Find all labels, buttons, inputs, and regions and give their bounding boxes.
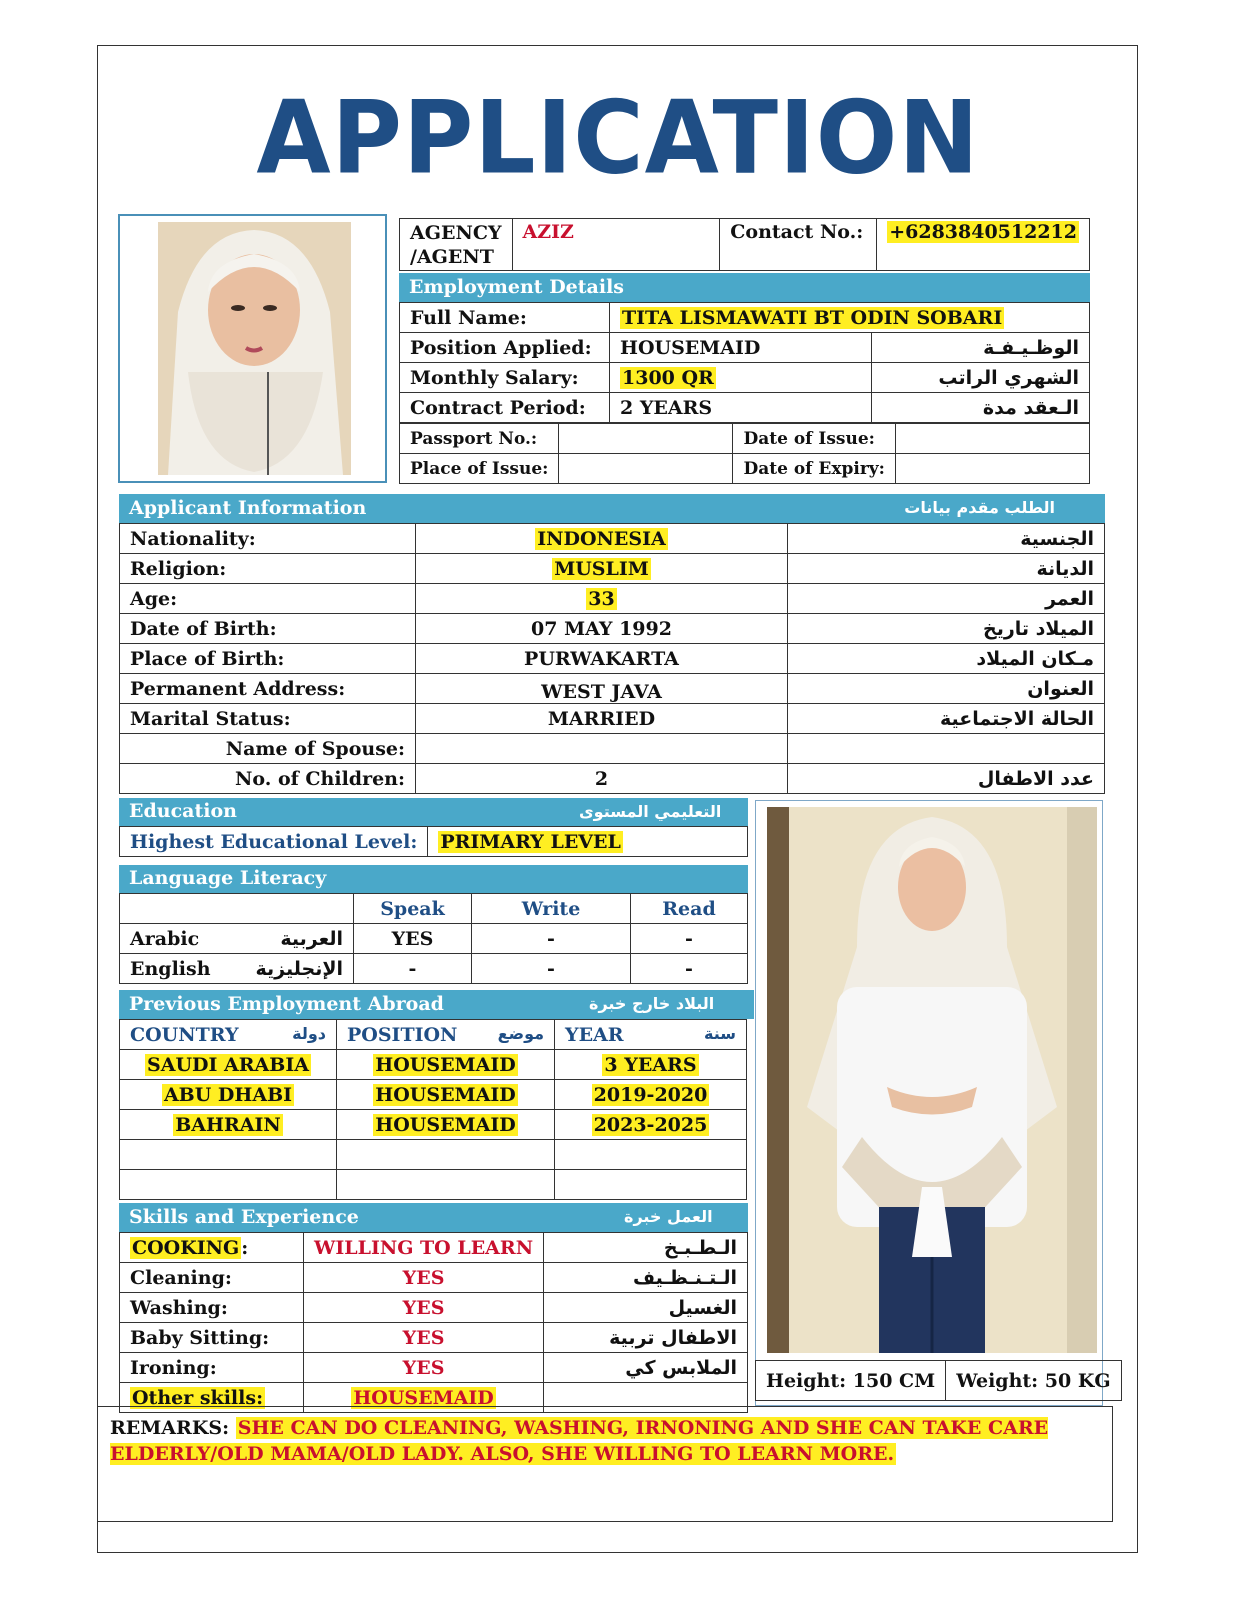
applicant-header: Applicant Information الطلب مقدم بيانات (119, 494, 1105, 523)
contact-value: +6283840512212 (889, 221, 1077, 243)
table-row: Speak Write Read (120, 894, 748, 924)
portrait-photo (158, 222, 351, 475)
remarks-text: SHE CAN DO CLEANING, WASHING, IRNONING AND SHE CAN TAKE CARE ELDERLY/OLD MAMA/OLD LADY. ALSO, SHE WILLING TO LEARN MORE. (110, 1417, 1049, 1465)
table-row: Baby Sitting: YES الاطفال تربية (120, 1323, 748, 1353)
table-row: Place of Issue: Date of Expiry: (400, 454, 1090, 484)
table-row: Place of Birth: PURWAKARTA مـكان الميلاد (120, 644, 1105, 674)
table-row: ABU DHABI HOUSEMAID 2019-2020 (120, 1080, 747, 1110)
weight-value: Weight: 50 KG (946, 1361, 1121, 1401)
table-row: COOKING : WILLING TO LEARN الـطـبـخ (120, 1233, 748, 1263)
table-row: Position Applied: HOUSEMAID الوظـيـفـة (400, 333, 1090, 363)
table-row: Monthly Salary: 1300 QR الشهري الراتب (400, 363, 1090, 393)
skills-header: Skills and Experience العمل خبرة (119, 1203, 748, 1232)
table-row (756, 1361, 1122, 1401)
table-row: Ironing: YES الملابس كي (120, 1353, 748, 1383)
table-row: No. of Children: 2 عدد الاطفال (120, 764, 1105, 794)
table-row: Name of Spouse: (120, 734, 1105, 764)
skills-table (119, 1232, 748, 1413)
education-header: Education التعليمي المستوى (119, 798, 748, 826)
table-row: SAUDI ARABIA HOUSEMAID 3 YEARS (120, 1050, 747, 1080)
education-table (119, 826, 748, 857)
contact-label: Contact No.: (720, 219, 877, 271)
height-value: Height: 150 CM (756, 1361, 946, 1401)
previous-header: Previous Employment Abroad البلاد خارج خبرة (119, 990, 754, 1019)
table-row: Nationality: INDONESIA الجنسية (120, 524, 1105, 554)
table-row: Religion: MUSLIM الديانة (120, 554, 1105, 584)
previous-table (119, 1019, 747, 1200)
agency-label: AGENCY /AGENT (400, 219, 513, 271)
language-table (119, 893, 748, 984)
table-row: Age: 33 العمر (120, 584, 1105, 614)
measure-table (755, 1360, 1122, 1401)
employment-header: Employment Details (399, 273, 1090, 302)
agency-table (399, 218, 1090, 271)
table-row: Highest Educational Level: PRIMARY LEVEL (120, 827, 748, 857)
table-row: Cleaning: YES الـتـنـظـيف (120, 1263, 748, 1293)
table-row: Arabic العربية YES - - (120, 924, 748, 954)
table-row: BAHRAIN HOUSEMAID 2023-2025 (120, 1110, 747, 1140)
fullbody-photo (767, 807, 1097, 1353)
full-name-value: TITA LISMAWATI BT ODIN SOBARI (622, 306, 1003, 329)
remarks-label: REMARKS: (110, 1417, 230, 1439)
remarks-box (97, 1406, 1113, 1522)
table-row: COUNTRY دولة POSITION موضع YEAR سنة (120, 1020, 747, 1050)
table-row: English الإنجليزية - - - (120, 954, 748, 984)
employment-table (399, 302, 1090, 423)
passport-table (399, 423, 1090, 484)
applicant-table (119, 523, 1105, 794)
table-row: Full Name: TITA LISMAWATI BT ODIN SOBARI (400, 303, 1090, 333)
table-row: Contract Period: 2 YEARS الـعقد مدة (400, 393, 1090, 423)
language-header: Language Literacy (119, 865, 748, 893)
page-title: APPLICATION (256, 79, 980, 197)
table-row: Passport No.: Date of Issue: (400, 424, 1090, 454)
table-row: Other skills: HOUSEMAID (120, 1383, 748, 1413)
table-row (120, 1140, 747, 1170)
table-row: Permanent Address: WEST JAVA العنوان (120, 674, 1105, 704)
agency-value: AZIZ (512, 219, 720, 271)
education-value: PRIMARY LEVEL (440, 830, 621, 853)
table-row: Marital Status: MARRIED الحالة الاجتماعية (120, 704, 1105, 734)
table-row (120, 1170, 747, 1200)
table-row: Washing: YES الغسيل (120, 1293, 748, 1323)
table-row: Date of Birth: 07 MAY 1992 الميلاد تاريخ (120, 614, 1105, 644)
